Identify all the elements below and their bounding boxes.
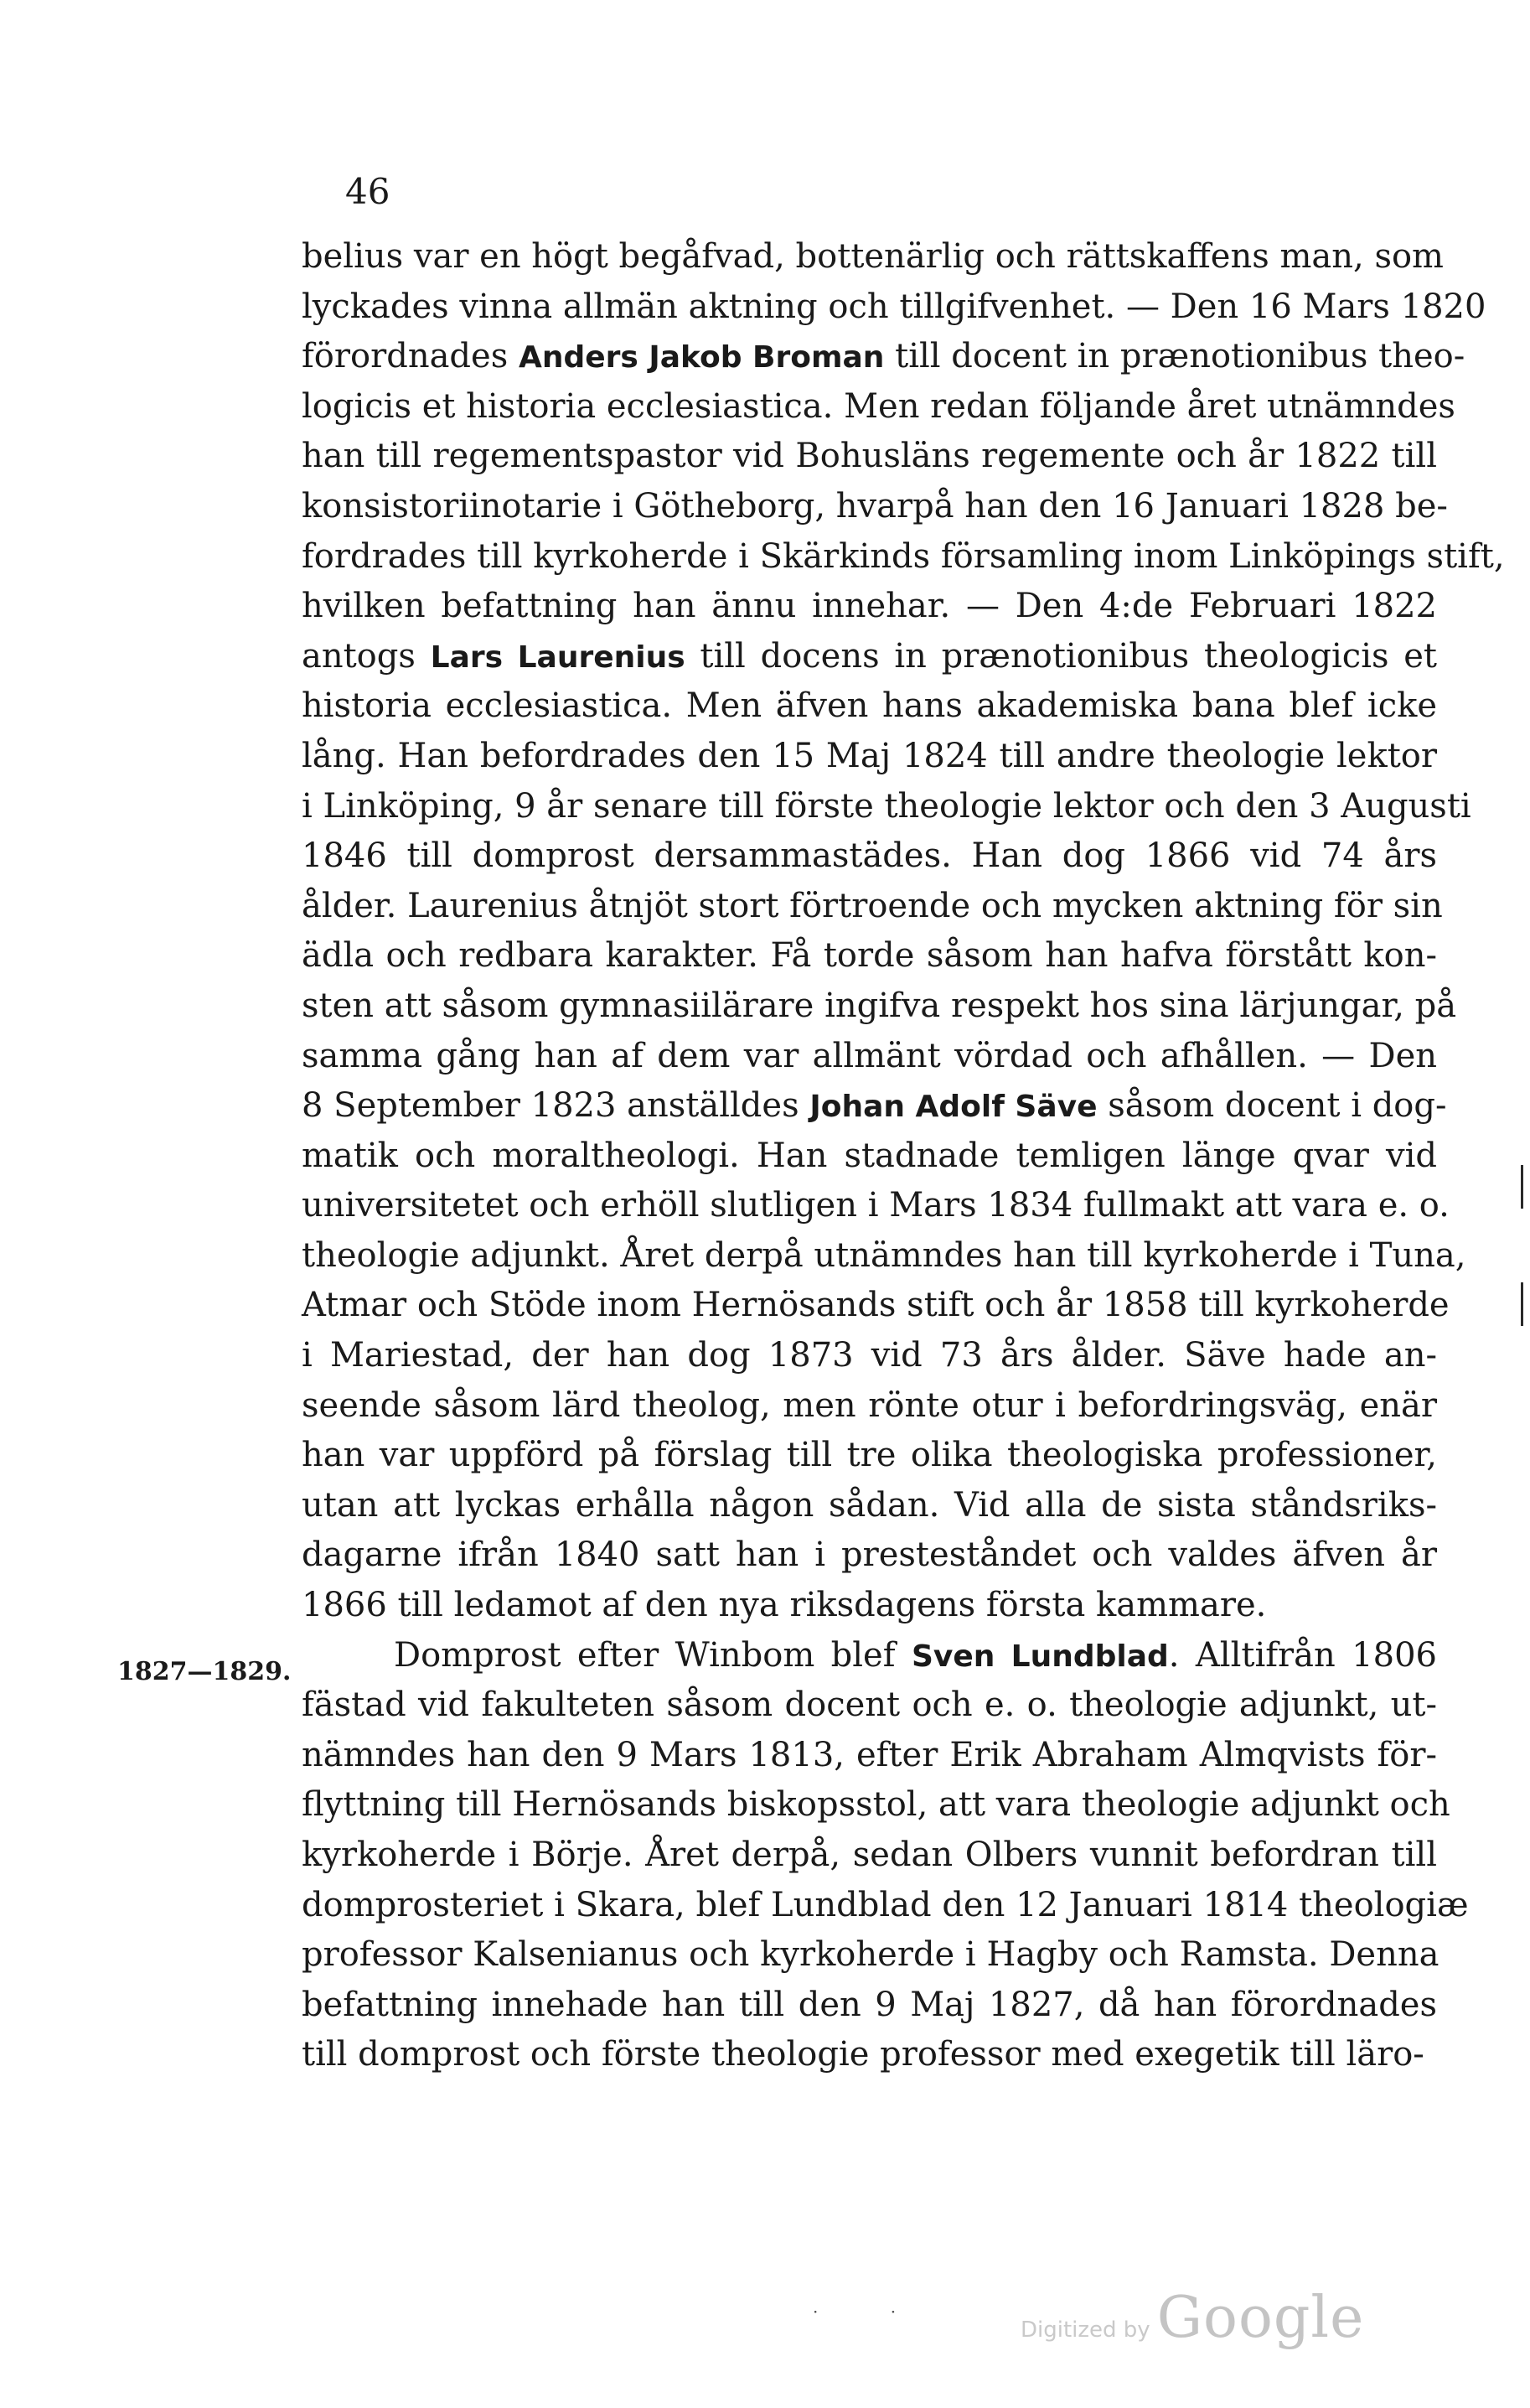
text-line: 1846 till domprost dersammastädes. Han dog 1866 vid 74 års — [302, 836, 1437, 876]
margin-date-note: 1827—1829. — [117, 1657, 292, 1686]
text-line: matik och moraltheologi. Han stadnade temligen länge qvar vid — [302, 1136, 1437, 1175]
text-line — [302, 1081, 1447, 1132]
text-line — [302, 1631, 1437, 1681]
text-line: i Linköping, 9 år senare till förste theologie lektor och den 3 Augusti — [302, 786, 1471, 826]
text-segment: 8 September 1823 anställdes — [302, 1086, 810, 1126]
text-line: Atmar och Stöde inom Hernösands stift och år 1858 till kyrkoherde — [302, 1286, 1450, 1325]
text-line: han var uppförd på förslag till tre olika theologiska professioner, — [302, 1436, 1437, 1475]
scan-edge-mark — [1521, 1282, 1523, 1326]
text-line: ålder. Laurenius åtnjöt stort förtroende och mycken aktning för sin — [302, 886, 1443, 925]
text-segment: Domprost efter Winbom blef — [394, 1635, 912, 1675]
text-line: fästad vid fakulteten såsom docent och e. o. theologie adjunkt, ut- — [302, 1686, 1437, 1725]
text-line: lång. Han befordrades den 15 Maj 1824 till andre theologie lektor — [302, 736, 1437, 775]
text-line: universitetet och erhöll slutligen i Mars 1834 fullmakt att vara e. o. — [302, 1186, 1450, 1225]
person-name: Sven Lundblad — [911, 1639, 1169, 1674]
text-line: till domprost och förste theologie professor med exegetik till läro- — [302, 2035, 1424, 2074]
text-line: dagarne ifrån 1840 satt han i presteståndet och valdes äfven år — [302, 1535, 1437, 1575]
text-line: professor Kalsenianus och kyrkoherde i Hagby och Ramsta. Denna — [302, 1935, 1440, 1975]
text-line: flyttning till Hernösands biskopsstol, att vara theologie adjunkt och — [302, 1785, 1450, 1825]
scan-edge-mark — [1521, 1165, 1523, 1209]
text-line: fordrades till kyrkoherde i Skärkinds församling inom Linköpings stift, — [302, 536, 1505, 576]
digitized-watermark — [1021, 2285, 1364, 2351]
text-line: han till regementspastor vid Bohusläns regemente och år 1822 till — [302, 437, 1437, 476]
text-line — [302, 632, 1437, 682]
text-segment: förordnades — [302, 337, 519, 376]
text-line — [302, 332, 1465, 382]
text-line: kyrkoherde i Börje. Året derpå, sedan Olbers vunnit befordran till — [302, 1836, 1437, 1874]
body-text — [302, 232, 1505, 2080]
text-line: i Mariestad, der han dog 1873 vid 73 års ålder. Säve hade an- — [302, 1336, 1437, 1375]
text-segment: till docens in prænotionibus theologicis et — [685, 636, 1437, 676]
google-logo: Google — [1156, 2285, 1365, 2351]
text-line: logicis et historia ecclesiastica. Men redan följande året utnämndes — [302, 386, 1455, 426]
person-name: Johan Adolf Säve — [809, 1090, 1098, 1125]
scan-specks: · · — [813, 2302, 930, 2322]
text-line: belius var en högt begåfvad, bottenärlig och rättskaffens man, som — [302, 237, 1444, 276]
text-line: sten att såsom gymnasiilärare ingifva respekt hos sina lärjungar, på — [302, 986, 1457, 1025]
text-segment: såsom docent i dog- — [1097, 1086, 1447, 1126]
text-line: konsistoriinotarie i Götheborg, hvarpå han den 16 Januari 1828 be- — [302, 486, 1448, 526]
text-line: hvilken befattning han ännu innehar. — Den 4:de Februari 1822 — [302, 587, 1437, 626]
text-line: 1866 till ledamot af den nya riksdagens första kammare. — [302, 1586, 1267, 1625]
page-number: 46 — [345, 171, 390, 212]
text-segment: . Alltifrån 1806 — [1168, 1635, 1437, 1675]
text-line: samma gång han af dem var allmänt vördad och afhållen. — Den — [302, 1036, 1437, 1075]
person-name: Lars Laurenius — [430, 640, 685, 675]
text-line: historia ecclesiastica. Men äfven hans akademiska bana blef icke — [302, 686, 1437, 726]
digitized-label: Digitized by — [1021, 2317, 1150, 2343]
text-line: seende såsom lärd theolog, men rönte otur i befordringsväg, enär — [302, 1385, 1437, 1425]
person-name: Anders Jakob Broman — [518, 340, 885, 375]
text-line: befattning innehade han till den 9 Maj 1827, då han förordnades — [302, 1985, 1437, 2024]
text-line: lyckades vinna allmän aktning och tillgifvenhet. — Den 16 Mars 1820 — [302, 287, 1486, 326]
text-line: utan att lyckas erhålla någon sådan. Vid alla de sista ståndsriks- — [302, 1485, 1437, 1525]
text-line: nämndes han den 9 Mars 1813, efter Erik Abraham Almqvists för- — [302, 1735, 1437, 1774]
text-line: ädla och redbara karakter. Få torde såsom han hafva förstått kon- — [302, 936, 1437, 976]
text-line: domprosteriet i Skara, blef Lundblad den 12 Januari 1814 theologiæ — [302, 1885, 1469, 1924]
text-segment: till docent in prænotionibus theo- — [884, 337, 1465, 376]
text-segment: antogs — [302, 636, 431, 676]
text-line: theologie adjunkt. Året derpå utnämndes han till kyrkoherde i Tuna, — [302, 1235, 1466, 1275]
